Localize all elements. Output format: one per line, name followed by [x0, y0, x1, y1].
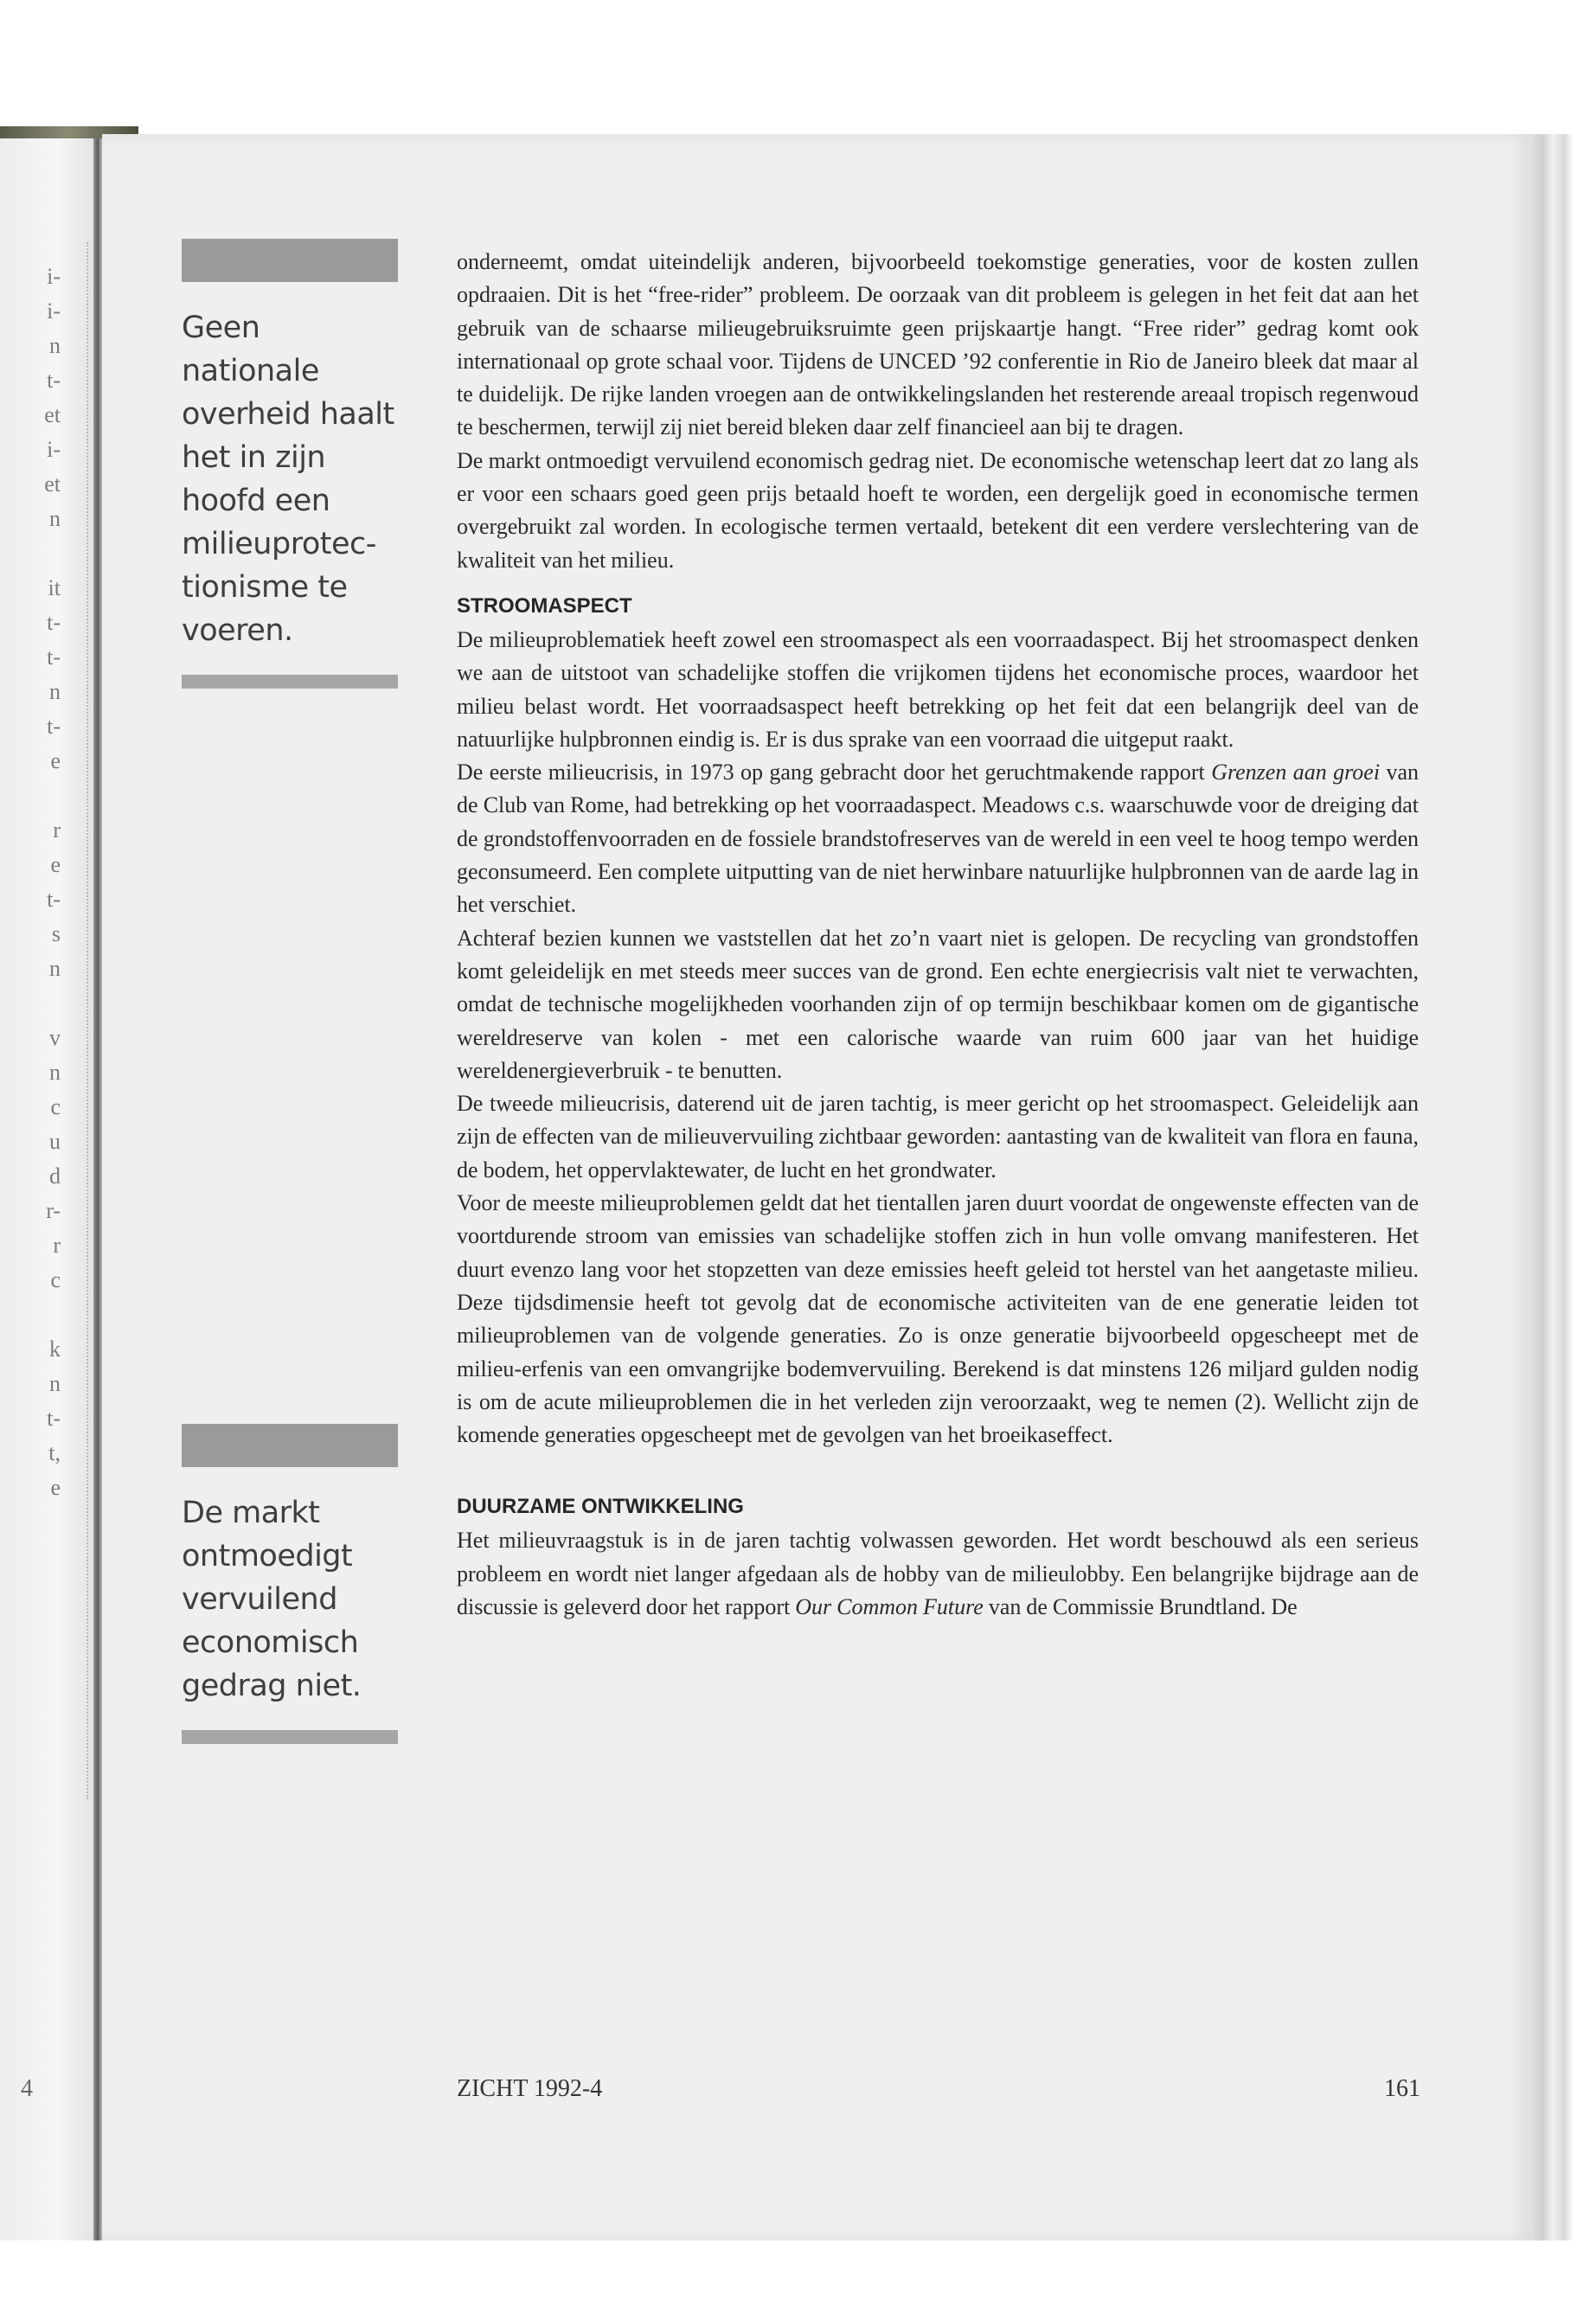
journal-name: ZICHT 1992-4: [457, 2075, 603, 2102]
margin-fragment: t-: [47, 368, 61, 393]
margin-fragment: u: [49, 1129, 61, 1154]
text-run: De eerste milieucrisis, in 1973 op gang gebracht door het geruchtmakende rapport: [457, 760, 1212, 785]
margin-fragment: d: [49, 1163, 61, 1189]
margin-fragment: r-: [46, 1198, 61, 1223]
margin-fragment: n: [49, 1060, 61, 1085]
margin-fragment: [0, 779, 61, 813]
pull-quote-text: De markt ontmoedigt vervuilend economisch gedrag niet.: [182, 1496, 362, 1703]
report-title: Our Common Future: [795, 1593, 984, 1619]
margin-fragment: [0, 1298, 61, 1332]
section-heading: DUURZAME ONTWIKKELING: [457, 1495, 744, 1519]
report-title: Grenzen aan groei: [1211, 760, 1381, 785]
margin-fragment: et: [44, 402, 61, 427]
binding-thread: [87, 242, 100, 1799]
margin-fragment: t-: [47, 610, 61, 635]
margin-fragment: t-: [47, 644, 61, 670]
margin-fragment: c: [50, 1094, 61, 1119]
article-body: [457, 246, 1419, 1624]
margin-fragment: [0, 536, 61, 571]
margin-fragment: k: [49, 1336, 61, 1362]
section-heading: STROOMASPECT: [457, 593, 632, 618]
margin-fragment: n: [49, 956, 61, 981]
page-edges: [1529, 134, 1573, 2240]
paragraph: Achteraf bezien kunnen we vaststellen dat het zo’n vaart niet is gelopen. De recycling van grondstoffen komt geleidelijk en met steeds meer succes van de grond. Een echte energiecrisis valt niet te verwachten, omdat de technische mogelijkheden voorhanden zijn of op termijn beschikbaar komen om de gigantische wereldreserve van kolen - met een calorische waarde van ruim 600 jaar van het huidige wereldenergieverbruik - te benutten.: [457, 925, 1419, 1083]
pull-quote-2: [182, 1424, 398, 1744]
margin-fragment: i-: [47, 437, 61, 462]
paragraph: [457, 1524, 1419, 1624]
paragraph: [457, 756, 1419, 921]
text-run: van de Club van Rome, had betrekking op het voorraadaspect. Meadows c.s. waarschuwde voor de dreiging dat de grondstoffenvoorraden en de fossiele brandstofreserves van de wereld in een veel te hoog tempo werden geconsumeerd. Een complete uitputting van de niet herwinbare natuurlijke hulpbronnen van de aarde lag in het verschiet.: [457, 760, 1420, 918]
pull-quote-bar: [182, 239, 398, 282]
text-run: van de Commissie Brundtland. De: [983, 1593, 1298, 1619]
margin-fragment: t,: [48, 1440, 61, 1465]
margin-fragment: [0, 986, 61, 1021]
page-number: 161: [1384, 2075, 1420, 2102]
margin-fragment: e: [50, 852, 61, 877]
margin-fragment: c: [50, 1267, 61, 1292]
pull-quote-bar: [182, 1730, 398, 1744]
facing-page-fragments: [0, 260, 61, 1505]
margin-fragment: et: [44, 471, 61, 497]
margin-fragment: i-: [47, 298, 61, 324]
margin-fragment: s: [51, 921, 61, 946]
margin-fragment: r: [53, 1233, 61, 1258]
pull-quote-1: [182, 239, 398, 689]
margin-fragment: it: [48, 575, 61, 600]
pull-quote-bar: [182, 1424, 398, 1467]
margin-fragment: r: [53, 817, 61, 843]
text-run: Het milieuvraagstuk is in de jaren tachtig volwassen geworden. Het wordt beschouwd als een serieus probleem en wordt niet langer afgedaan als de hobby van de milieulobby. Een belangrijke bijdrage aan de discussie is geleverd door het rapport: [457, 1528, 1419, 1619]
paragraph: Voor de meeste milieuproblemen geldt dat het tientallen jaren duurt voordat de ongewenste effecten van de voortdurende stroom van emissies van schadelijke stoffen zich in hun volle omvang manifesteren. Het duurt evenzo lang voor het stopzetten van deze emissies heeft geleid tot herstel van het aangetaste milieu. Deze tijdsdimensie heeft tot gevolg dat de economische activiteiten van de ene generatie leiden tot milieuproblemen van de volgende generaties. Zo is onze generatie bijvoorbeeld opgescheept met de milieu-erfenis van een omvangrijke bodemvervuiling. Berekend is dat minstens 126 miljard gulden nodig is om de acute milieuproblemen die in het verleden zijn veroorzaakt, weg te nemen (2). Wellicht zijn de komende generaties opgescheept met de gevolgen van het broeikaseffect.: [457, 1190, 1419, 1448]
margin-fragment: n: [49, 506, 61, 531]
paragraph: De markt ontmoedigt vervuilend economisch gedrag niet. De economische wetenschap leert dat zo lang als er voor een schaars goed geen prijs betaald hoeft te worden, een dergelijk goed in economische termen overgebruikt zal worden. In ecologische termen vertaald, betekent dit een verdere verslechtering van de kwaliteit van het milieu.: [457, 447, 1419, 573]
margin-fragment: n: [49, 679, 61, 704]
paragraph: onderneemt, omdat uiteindelijk anderen, bijvoorbeeld toekomstige generaties, voor de kosten zullen opdraaien. Dit is het “free-rider” probleem. De oorzaak van dit probleem is gelegen in het feit dat aan het gebruik van de schaarse milieugebruiksruimte geen prijskaartje hangt. “Free rider” gedrag komt ook internationaal op grote schaal voor. Tijdens de UNCED ’92 conferentie in Rio de Janeiro bleek dat maar al te duidelijk. De rijke landen vroegen aan de ontwikkelingslanden het resterende areaal tropisch regenwoud te beschermen, terwijl zij niet bereid bleken daar zelf financieel aan bij te dragen.: [457, 249, 1419, 440]
margin-fragment: n: [49, 1371, 61, 1396]
margin-fragment: t-: [47, 714, 61, 739]
facing-page-number: 4: [21, 2075, 33, 2102]
margin-fragment: t-: [47, 887, 61, 912]
margin-fragment: i-: [47, 264, 61, 289]
paragraph: De tweede milieucrisis, daterend uit de jaren tachtig, is meer gericht op het stroomaspect. Geleidelijk aan zijn de effecten van de milieuvervuiling zichtbaar geworden: aantasting van de kwaliteit van flora en fauna, de bodem, het oppervlaktewater, de lucht en het grondwater.: [457, 1091, 1419, 1183]
margin-fragment: v: [49, 1025, 61, 1050]
margin-fragment: t-: [47, 1406, 61, 1431]
margin-fragment: n: [49, 333, 61, 358]
paragraph: De milieuproblematiek heeft zowel een stroomaspect als een voorraadaspect. Bij het stroomaspect denken we aan de uitstoot van schadelijke stoffen die vrijkomen tijdens het economische proces, waardoor het milieu belast wordt. Het voorraadsaspect heeft betrekking op het feit dat een belangrijk deel van de natuurlijke hulpbronnen eindig is. Er is dus sprake van een voorraad die uitgeput raakt.: [457, 626, 1419, 752]
margin-fragment: e: [50, 1475, 61, 1500]
margin-fragment: e: [50, 748, 61, 773]
pull-quote-bar: [182, 675, 398, 689]
pull-quote-text: Geen nationale overheid haalt het in zijn hoofd een milieuprotec- tionisme te voeren.: [182, 311, 394, 648]
